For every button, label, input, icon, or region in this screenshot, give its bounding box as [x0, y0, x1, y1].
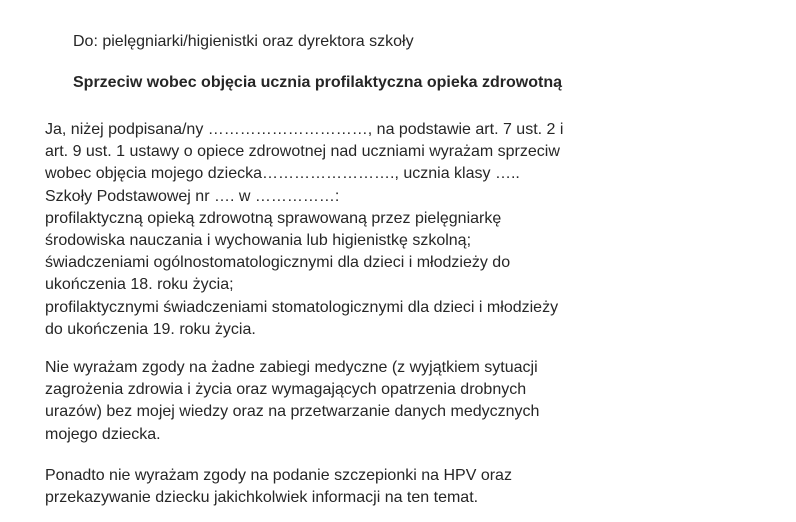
- paragraph-line: profilaktycznymi świadczeniami stomatologicznymi dla dzieci i młodzieży: [45, 298, 559, 316]
- document-title: Sprzeciw wobec objęcia ucznia profilaktyczna opieka zdrowotną: [73, 74, 563, 91]
- paragraph-line: ukończenia 18. roku życia;: [45, 276, 234, 294]
- no-consent-medical-paragraph: [45, 357, 605, 446]
- paragraph-line: profilaktyczną opieką zdrowotną sprawowaną przez pielęgniarkę: [45, 209, 502, 227]
- paragraph-line: przekazywanie dziecku jakichkolwiek informacji na ten temat.: [45, 489, 479, 507]
- paragraph-line: do ukończenia 19. roku życia.: [45, 320, 256, 338]
- paragraph-line: art. 9 ust. 1 ustawy o opiece zdrowotnej nad uczniami wyrażam sprzeciw: [45, 143, 560, 161]
- paragraph-line: mojego dziecka.: [45, 425, 161, 443]
- paragraph-line: świadczeniami ogólnostomatologicznymi dla dzieci i młodzieży do: [45, 254, 511, 272]
- paragraph-line: zagrożenia zdrowia i życia oraz wymagających opatrzenia drobnych: [45, 381, 527, 399]
- paragraph-line: wobec objęcia mojego dziecka……………………., ucznia klasy …..: [45, 165, 520, 183]
- paragraph-line: Szkoły Podstawowej nr …. w ……………:: [45, 187, 340, 205]
- document-addressee: Do: pielęgniarki/higienistki oraz dyrektora szkoły: [73, 33, 414, 50]
- paragraph-line: Nie wyrażam zgody na żadne zabiegi medyczne (z wyjątkiem sytuacji: [45, 359, 538, 376]
- paragraph-line: środowiska nauczania i wychowania lub higienistkę szkolną;: [45, 232, 472, 250]
- paragraph-line: urazów) bez mojej wiedzy oraz na przetwarzanie danych medycznych: [45, 403, 540, 421]
- no-consent-hpv-paragraph: [45, 465, 605, 509]
- paragraph-line: Ponadto nie wyrażam zgody na podanie szczepionki na HPV oraz: [45, 467, 512, 484]
- paragraph-line: Ja, niżej podpisana/ny …………………………, na podstawie art. 7 ust. 2 i: [45, 121, 564, 138]
- objection-paragraph: [45, 119, 605, 341]
